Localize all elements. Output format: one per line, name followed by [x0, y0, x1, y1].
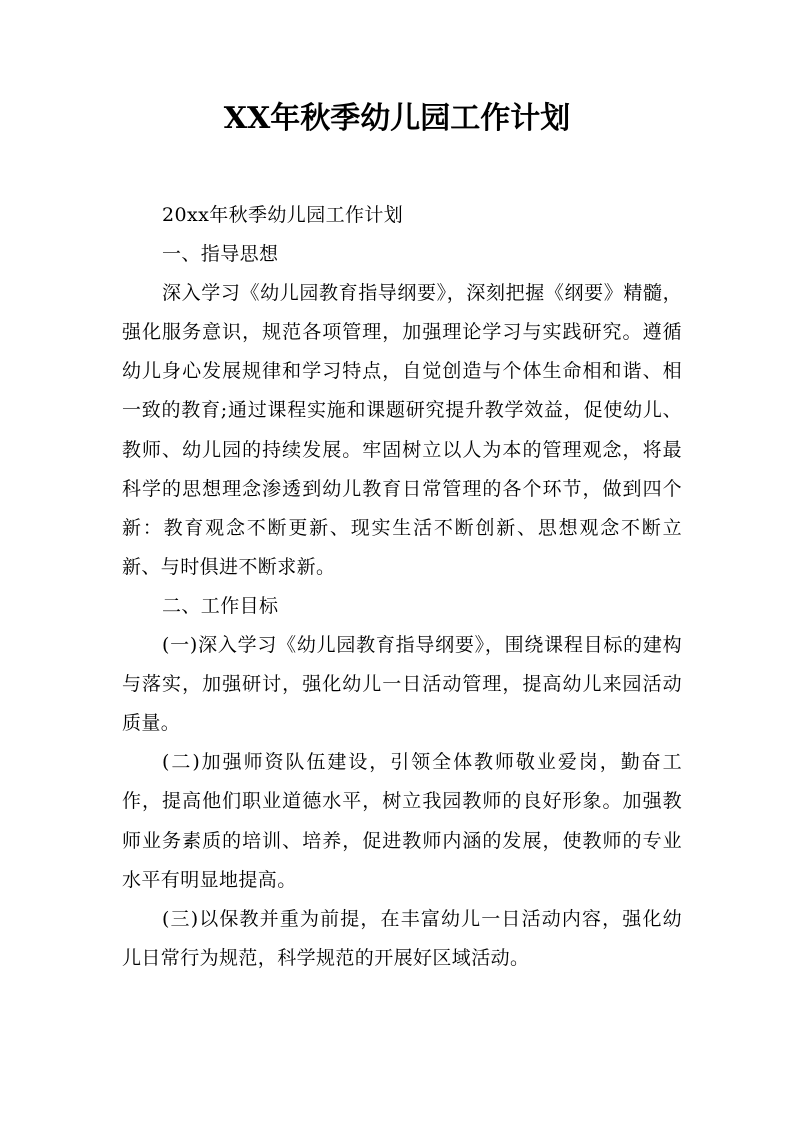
goal-paragraph-2: (二)加强师资队伍建设，引领全体教师敬业爱岗，勤奋工作，提高他们职业道德水平，树立我园教师的良好形象。加强教师业务素质的培训、培养，促进教师内涵的发展，使教师的专业水平有明显地提高。 [122, 751, 682, 891]
subtitle-paragraph: 20xx年秋季幼儿园工作计划 [162, 204, 404, 226]
goal-paragraph-3: (三)以保教并重为前提，在丰富幼儿一日活动内容，强化幼儿日常行为规范，科学规范的开展好区域活动。 [122, 907, 682, 969]
section-heading-guiding-ideology: 一、指导思想 [162, 243, 279, 266]
section-heading-work-goals: 二、工作目标 [162, 594, 279, 617]
guiding-ideology-paragraph: 深入学习《幼儿园教育指导纲要》，深刻把握《纲要》精髓，强化服务意识，规范各项管理，加强理论学习与实践研究。遵循幼儿身心发展规律和学习特点，自觉创造与个体生命相和谐、相一致的教育;通过课程实施和课题研究提升教学效益，促使幼儿、教师、幼儿园的持续发展。牢固树立以人为本的管理观念，将最科学的思想理念渗透到幼儿教育日常管理的各个环节，做到四个新：教育观念不断更新、现实生活不断创新、思想观念不断立新、与时俱进不断求新。 [122, 282, 682, 578]
document-title: XX年秋季幼儿园工作计划 [223, 101, 571, 136]
document-body [122, 196, 682, 978]
goal-paragraph-1: (一)深入学习《幼儿园教育指导纲要》，围绕课程目标的建构与落实，加强研讨，强化幼儿一日活动管理，提高幼儿来园活动质量。 [122, 634, 682, 735]
